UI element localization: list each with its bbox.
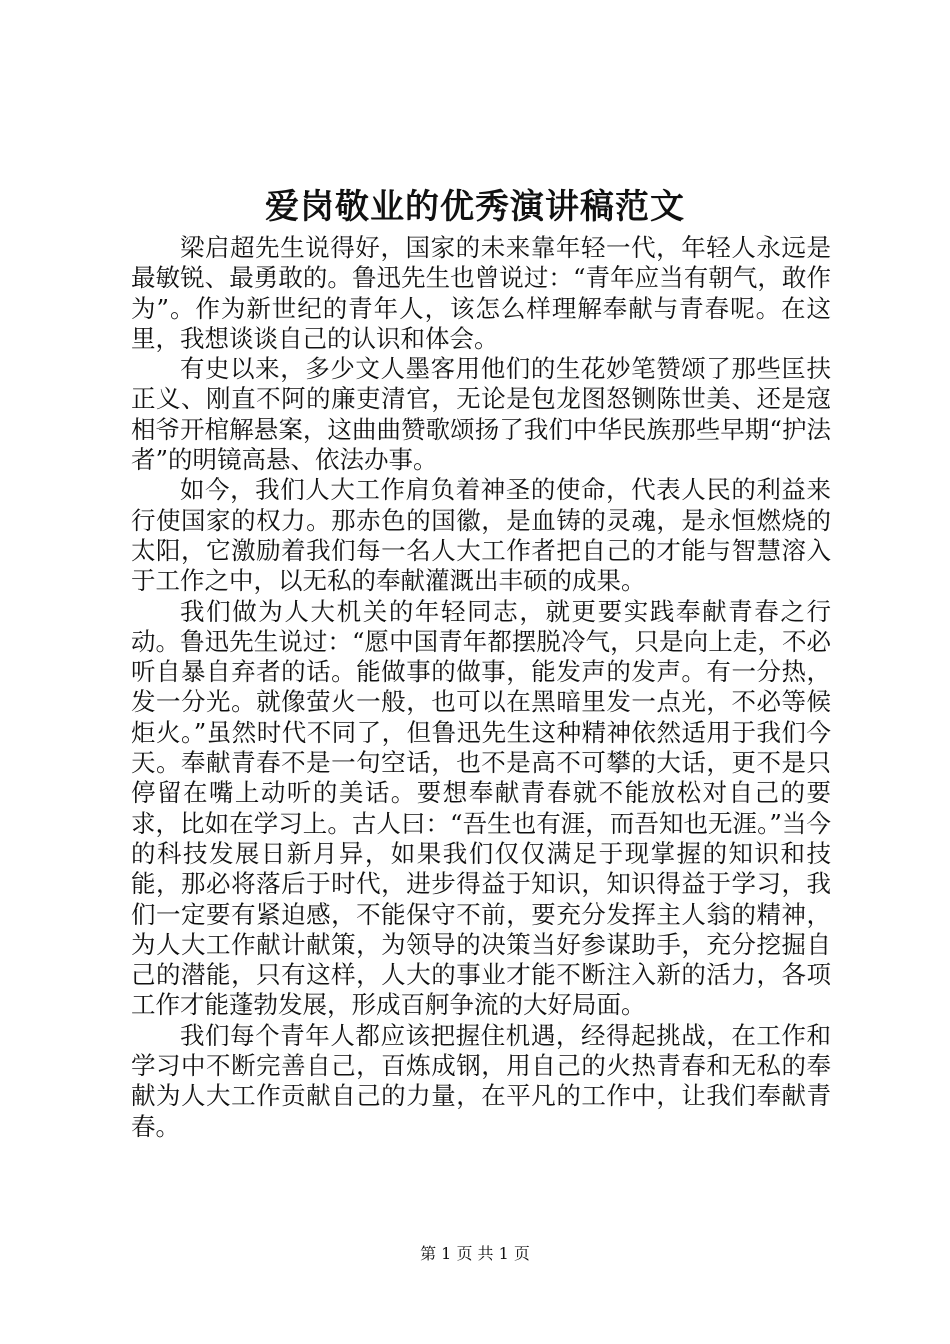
paragraph-2: 有史以来，多少文人墨客用他们的生花妙笔赞颂了那些匡扶正义、刚直不阿的廉吏清官，无论是包龙图怒铡陈世美、还是寇相爷开棺解悬案，这曲曲赞歌颂扬了我们中华民族那些早期“护法者”的明镜高悬、依法办事。 xyxy=(131,354,831,475)
document-title: 爱岗敬业的优秀演讲稿范文 xyxy=(265,187,685,227)
paragraph-1: 梁启超先生说得好，国家的未来靠年轻一代，年轻人永远是最敏锐、最勇敢的。鲁迅先生也曾说过：“青年应当有朝气，敢作为”。作为新世纪的青年人，该怎么样理解奉献与青春呢。在这里，我想谈谈自己的认识和体会。 xyxy=(131,233,831,353)
document-body xyxy=(131,233,831,1142)
paragraph-4: 我们做为人大机关的年轻同志，就更要实践奉献青春之行动。鲁迅先生说过：“愿中国青年都摆脱冷气，只是向上走，不必听自暴自弃者的话。能做事的做事，能发声的发声。有一分热，发一分光。就像萤火一般，也可以在黑暗里发一点光，不必等候炬火。”虽然时代不同了，但鲁迅先生这种精神依然适用于我们今天。奉献青春不是一句空话，也不是高不可攀的大话，更不是只停留在嘴上动听的美话。要想奉献青春就不能放松对自己的要求，比如在学习上。古人曰：“吾生也有涯，而吾知也无涯。”当今的科技发展日新月异，如果我们仅仅满足于现掌握的知识和技能，那必将落后于时代，进步得益于知识，知识得益于学习，我们一定要有紧迫感，不能保守不前，要充分发挥主人翁的精神，为人大工作献计献策，为领导的决策当好参谋助手，充分挖掘自己的潜能，只有这样，人大的事业才能不断注入新的活力，各项工作才能蓬勃发展，形成百舸争流的大好局面。 xyxy=(131,596,831,1020)
page-number-footer: 第 1 页 共 1 页 xyxy=(420,1244,530,1263)
paragraph-5: 我们每个青年人都应该把握住机遇，经得起挑战，在工作和学习中不断完善自己，百炼成钢，用自己的火热青春和无私的奉献为人大工作贡献自己的力量，在平凡的工作中，让我们奉献青春。 xyxy=(131,1020,831,1141)
paragraph-3: 如今，我们人大工作肩负着神圣的使命，代表人民的利益来行使国家的权力。那赤色的国徽，是血铸的灵魂，是永恒燃烧的太阳，它激励着我们每一名人大工作者把自己的才能与智慧溶入于工作之中，以无私的奉献灌溉出丰硕的成果。 xyxy=(131,475,831,596)
